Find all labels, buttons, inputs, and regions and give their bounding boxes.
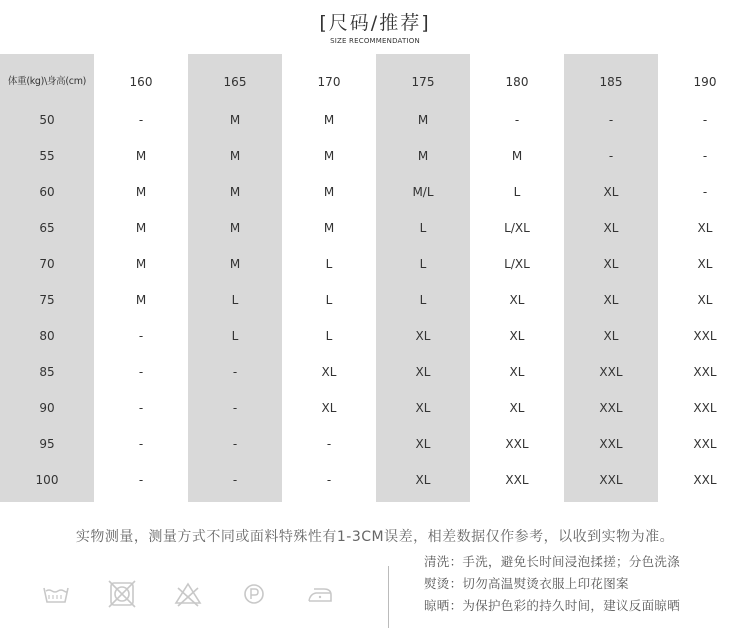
- weight-cell: 80: [39, 329, 55, 343]
- wash-tub-icon: [40, 578, 72, 610]
- weight-cell: 55: [39, 149, 55, 163]
- table-row: [0, 102, 750, 138]
- size-cell: XXL: [693, 329, 717, 343]
- size-cell: M: [229, 257, 241, 271]
- size-cell: L: [419, 221, 427, 235]
- size-cell: -: [138, 437, 144, 451]
- no-tumble-dry-icon: [106, 578, 138, 610]
- size-cell: -: [514, 113, 520, 127]
- size-cell: -: [702, 113, 708, 127]
- care-line-iron: 熨烫：切勿高温熨烫衣服上印花图案: [424, 576, 629, 591]
- size-cell: XL: [321, 401, 337, 415]
- table-corner-label: 体重(kg)\身高(cm): [7, 76, 87, 87]
- size-cell: -: [326, 437, 332, 451]
- size-cell: -: [608, 113, 614, 127]
- table-row: [0, 210, 750, 246]
- size-cell: M: [323, 113, 335, 127]
- weight-cell: 100: [35, 473, 59, 487]
- size-cell: XL: [415, 437, 431, 451]
- weight-cell: 70: [39, 257, 55, 271]
- size-cell: XL: [321, 365, 337, 379]
- size-cell: M: [135, 221, 147, 235]
- size-cell: M: [229, 149, 241, 163]
- size-cell: -: [232, 437, 238, 451]
- size-cell: L: [325, 329, 333, 343]
- weight-cell: 60: [39, 185, 55, 199]
- size-cell: M: [323, 149, 335, 163]
- size-cell: XXL: [599, 473, 623, 487]
- size-cell: XXL: [599, 437, 623, 451]
- weight-cell: 65: [39, 221, 55, 235]
- size-cell: XL: [415, 329, 431, 343]
- size-cell: XL: [603, 329, 619, 343]
- size-table: [0, 54, 750, 502]
- size-cell: XXL: [599, 365, 623, 379]
- size-cell: XL: [603, 257, 619, 271]
- size-cell: XL: [697, 293, 713, 307]
- size-cell: -: [138, 329, 144, 343]
- size-cell: L: [231, 293, 239, 307]
- height-header-cell: 185: [599, 75, 623, 89]
- height-header-cell: 190: [693, 75, 717, 89]
- size-cell: XL: [697, 221, 713, 235]
- weight-cell: 90: [39, 401, 55, 415]
- size-cell: M: [323, 185, 335, 199]
- iron-icon: [304, 578, 336, 610]
- weight-cell: 95: [39, 437, 55, 451]
- table-row: [0, 354, 750, 390]
- size-cell: XXL: [693, 473, 717, 487]
- weight-cell: 75: [39, 293, 55, 307]
- size-cell: -: [326, 473, 332, 487]
- size-cell: XL: [603, 293, 619, 307]
- size-cell: XL: [509, 293, 525, 307]
- care-line-wash: 清洗：手洗，避免长时间浸泡揉搓；分色洗涤: [424, 554, 681, 569]
- size-cell: -: [138, 473, 144, 487]
- size-cell: L: [325, 257, 333, 271]
- size-cell: -: [232, 365, 238, 379]
- size-cell: -: [702, 149, 708, 163]
- size-cell: L: [231, 329, 239, 343]
- care-line-dry: 晾晒：为保护色彩的持久时间，建议反面晾晒: [424, 598, 681, 613]
- size-cell: L/XL: [504, 257, 530, 271]
- size-cell: XL: [697, 257, 713, 271]
- height-header-cell: 165: [223, 75, 247, 89]
- dry-clean-p-icon: [238, 578, 270, 610]
- height-header-cell: 170: [317, 75, 341, 89]
- size-cell: XL: [415, 401, 431, 415]
- size-cell: -: [608, 149, 614, 163]
- size-cell: M/L: [412, 185, 434, 199]
- size-cell: XXL: [693, 401, 717, 415]
- table-row: [0, 318, 750, 354]
- size-cell: M: [417, 113, 429, 127]
- weight-cell: 50: [39, 113, 55, 127]
- size-cell: L: [513, 185, 521, 199]
- size-cell: M: [511, 149, 523, 163]
- table-row: [0, 282, 750, 318]
- size-cell: XXL: [693, 365, 717, 379]
- size-cell: XXL: [505, 473, 529, 487]
- table-row: [0, 426, 750, 462]
- table-row: [0, 174, 750, 210]
- size-cell: M: [229, 221, 241, 235]
- size-cell: -: [232, 401, 238, 415]
- size-cell: -: [232, 473, 238, 487]
- size-cell: -: [138, 365, 144, 379]
- size-cell: M: [135, 149, 147, 163]
- table-row: [0, 390, 750, 426]
- size-cell: -: [702, 185, 708, 199]
- table-row: [0, 246, 750, 282]
- table-header-row: [0, 64, 750, 100]
- size-cell: M: [229, 113, 241, 127]
- height-header-cell: 180: [505, 75, 529, 89]
- weight-cell: 85: [39, 365, 55, 379]
- measurement-note: 实物测量，测量方式不同或面料特殊性有1-3CM误差，相差数据仅作参考，以收到实物为准。: [75, 529, 675, 545]
- height-header-cell: 175: [411, 75, 435, 89]
- no-bleach-icon: [172, 578, 204, 610]
- size-cell: L: [325, 293, 333, 307]
- size-cell: XL: [509, 329, 525, 343]
- size-cell: L/XL: [504, 221, 530, 235]
- height-header-cell: 160: [129, 75, 153, 89]
- size-cell: -: [138, 113, 144, 127]
- page-subtitle: SIZE RECOMMENDATION: [330, 37, 420, 45]
- table-row: [0, 462, 750, 498]
- size-cell: M: [135, 257, 147, 271]
- size-cell: XL: [415, 365, 431, 379]
- size-cell: L: [419, 257, 427, 271]
- size-cell: XL: [509, 401, 525, 415]
- care-divider: [388, 566, 389, 628]
- size-cell: XL: [415, 473, 431, 487]
- size-cell: -: [138, 401, 144, 415]
- size-cell: XL: [603, 221, 619, 235]
- size-cell: XL: [603, 185, 619, 199]
- size-cell: L: [419, 293, 427, 307]
- table-row: [0, 138, 750, 174]
- size-cell: XXL: [505, 437, 529, 451]
- size-cell: XXL: [599, 401, 623, 415]
- size-cell: M: [417, 149, 429, 163]
- size-cell: XXL: [693, 437, 717, 451]
- size-cell: M: [135, 185, 147, 199]
- size-cell: M: [135, 293, 147, 307]
- size-cell: M: [323, 221, 335, 235]
- page-title: [尺码/推荐]: [319, 12, 431, 34]
- size-cell: XL: [509, 365, 525, 379]
- size-cell: M: [229, 185, 241, 199]
